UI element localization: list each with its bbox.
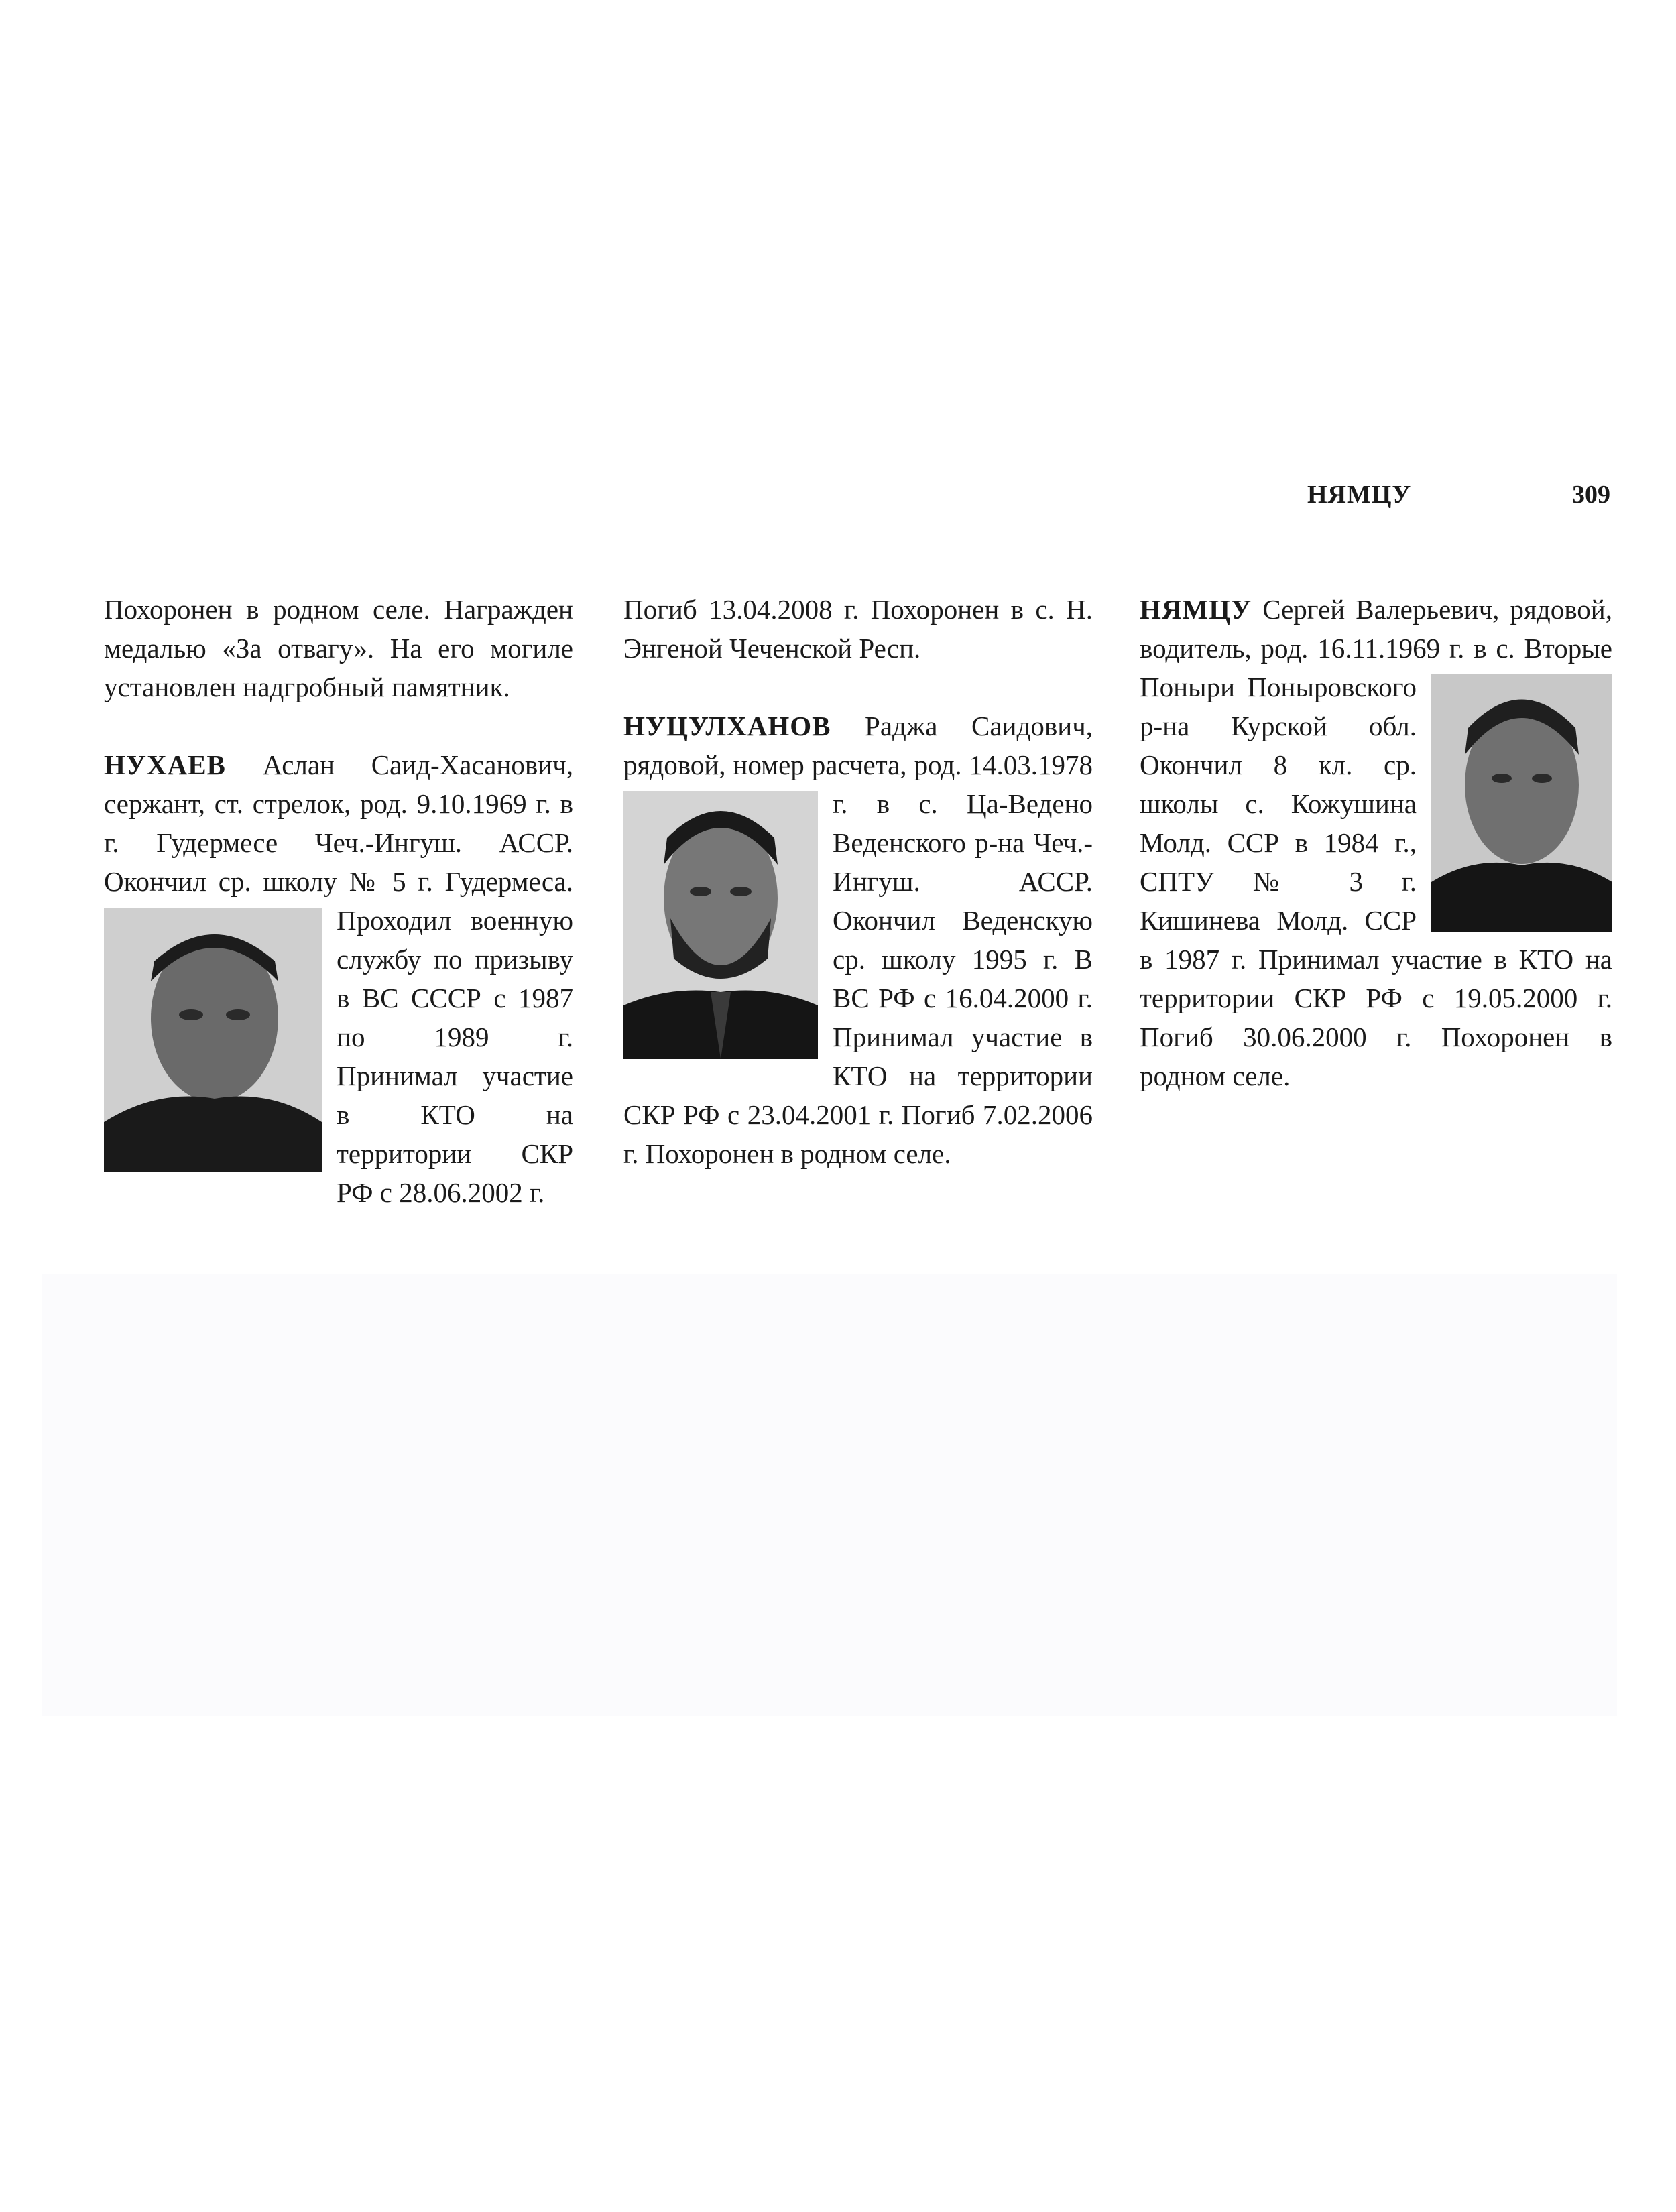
entry-nutsulkhanov — [623, 706, 1093, 1173]
entry-text: в с. Вторые Поныри Поныровского р-на Курской обл. Окончил 8 кл. ср. школы с. Кожушина Молд. ССР в 1984 г., СПТУ № 3 г. Кишинева Молд. ССР в 1987 г. Принимал участие в КТО на территории СКР РФ с 19.05.2000 г. Погиб 30.06.2000 г. Похоронен в родном селе. — [1140, 633, 1613, 1091]
entry-continuation: Похоронен в родном селе. Награжден медалью «За отвагу». На его могиле установлен надгробный памятник. — [104, 594, 573, 702]
entry-text: Сергей Валерьевич, рядовой, водитель, род. 16.11.1969 г. — [1140, 594, 1612, 664]
portrait-photo — [104, 908, 322, 1172]
entry-continuation: Погиб 13.04.2008 г. Похоронен в с. Н. Энгеной Чеченской Респ. — [623, 594, 1093, 664]
entry-text: Проходил военную службу по призыву в ВС СССР с 1987 по 1989 г. Принимал участие в КТО на территории СКР РФ с 28.06.2002 г. — [337, 905, 573, 1208]
portrait-nyamtsu — [1431, 674, 1612, 932]
entry-surname: НУХАЕВ — [104, 749, 226, 780]
entry-text: 14.03.1978 г. в с. Ца-Ведено Веденского р-на Чеч.-Ингуш. АССР. Окончил Веденскую ср. школу 1995 г. В ВС РФ с 16.04.2000 г. Принимал участие в КТО на территории СКР РФ с 23.04.2001 г. Погиб 7.02.2006 г. Похоронен в родном селе. — [623, 749, 1093, 1169]
scan-shadow — [42, 1274, 1617, 1716]
entry-surname: НЯМЦУ — [1140, 594, 1252, 625]
entry-text: Раджа Саидович, рядовой, номер расчета, род. — [623, 711, 1093, 780]
entry-nukhaev — [104, 745, 573, 1212]
entry-nyamtsu — [1140, 590, 1612, 1095]
portrait-photo — [623, 791, 818, 1059]
column-3 — [1140, 590, 1612, 1095]
column-2 — [623, 590, 1093, 1173]
page-number: 309 — [1572, 481, 1610, 509]
entry-text: Аслан Саид-Хасанович, сержант, ст. стрелок, род. 9.10.1969 г. в г. Гудермесе Чеч.-Ингуш. АССР. Окончил ср. школу № 5 г. Гудермеса. — [104, 749, 574, 897]
portrait-nutsulkhanov — [623, 791, 818, 1059]
portrait-nukhaev — [104, 908, 322, 1172]
portrait-photo — [1431, 674, 1612, 932]
running-head: НЯМЦУ — [1307, 481, 1412, 509]
entry-surname: НУЦУЛХАНОВ — [623, 711, 831, 741]
column-1 — [104, 590, 573, 1212]
